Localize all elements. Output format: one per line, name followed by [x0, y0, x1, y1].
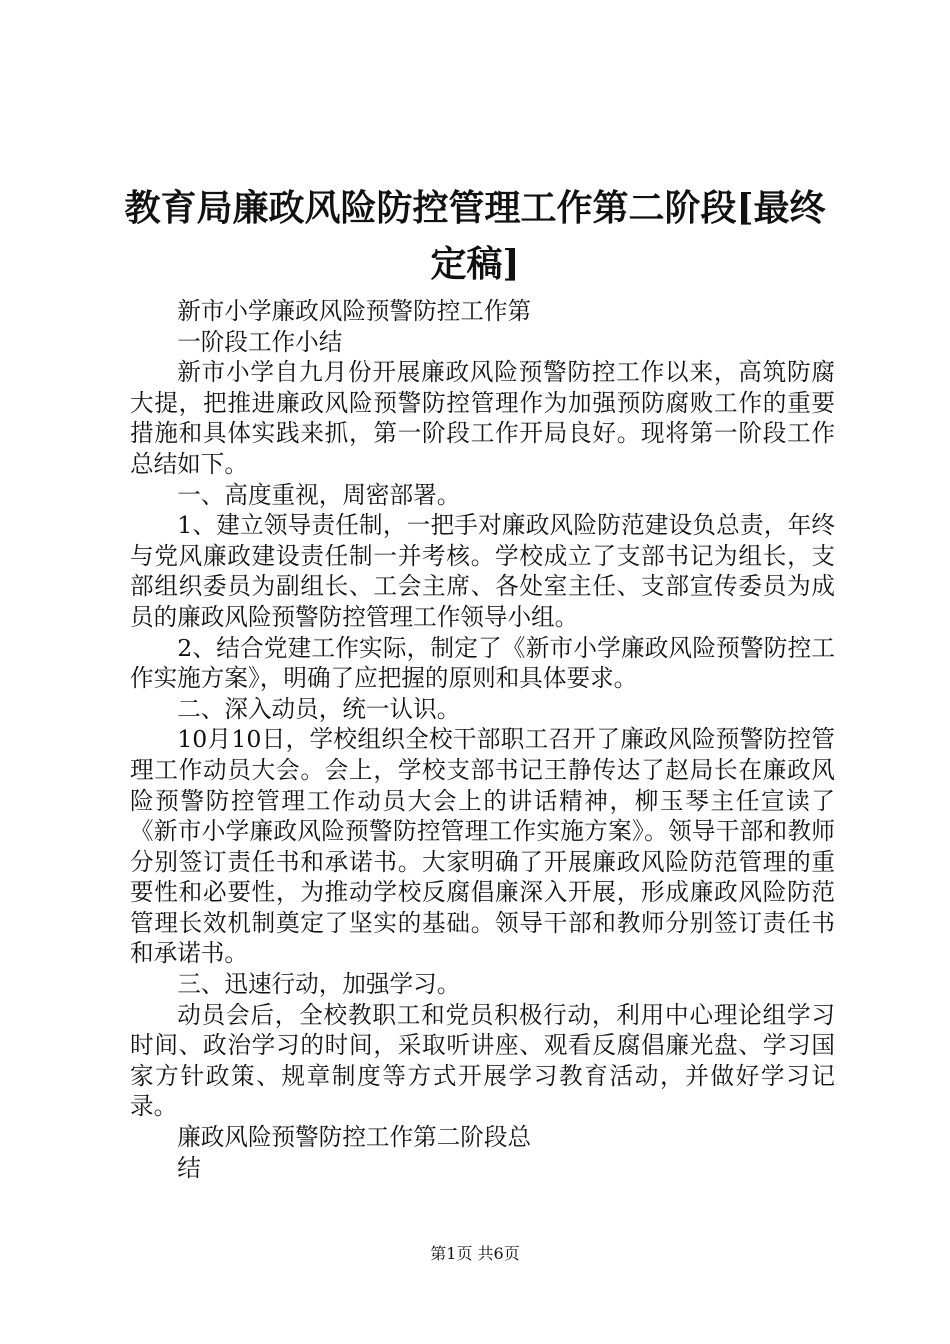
paragraph: 2、结合党建工作实际，制定了《新市小学廉政风险预警防控工作实施方案》，明确了应把握的原则和具体要求。 — [130, 633, 835, 693]
paragraph: 一、高度重视，周密部署。 — [177, 480, 461, 509]
page-number-footer: 第1页 共6页 — [430, 1244, 520, 1263]
paragraph: 1、建立领导责任制，一把手对廉政风险防范建设负总责，年终与党风廉政建设责任制一并考核。学校成立了支部书记为组长，支部组织委员为副组长、工会主席、各处室主任、支部宣传委员为成员的廉政风险预警防控管理工作领导小组。 — [130, 511, 835, 631]
paragraph: 新市小学自九月份开展廉政风险预警防控工作以来，高筑防腐大提，把推进廉政风险预警防控管理作为加强预防腐败工作的重要措施和具体实践来抓，第一阶段工作开局良好。现将第一阶段工作总结如下。 — [130, 358, 835, 478]
paragraph: 动员会后，全校教职工和党员积极行动，利用中心理论组学习时间、政治学习的时间，采取听讲座、观看反腐倡廉光盘、学习国家方针政策、规章制度等方式开展学习教育活动，并做好学习记录。 — [130, 1000, 835, 1121]
paragraph: 10月10日，学校组织全校干部职工召开了廉政风险预警防控管理工作动员大会。会上，学校支部书记王静传达了赵局长在廉政风险预警防控管理工作动员大会上的讲话精神，柳玉琴主任宣读了《新市小学廉政风险预警防控管理工作实施方案》。领导干部和教师分别签订责任书和承诺书。大家明确了开展廉政风险防范管理的重要性和必要性，为推动学校反腐倡廉深入开展，形成廉政风险防范管理长效机制奠定了坚实的基础。领导干部和教师分别签订责任书和承诺书。 — [130, 725, 835, 968]
document-title — [120, 180, 830, 292]
title-line-1: 教育局廉政风险防控管理工作第二阶段[最终 — [124, 187, 826, 229]
paragraph: 三、迅速行动，加强学习。 — [177, 970, 461, 999]
title-line-2: 定稿] — [430, 243, 520, 285]
paragraph: 结 — [177, 1153, 201, 1182]
paragraph: 一阶段工作小结 — [177, 327, 343, 356]
document-body — [130, 296, 835, 1183]
paragraph: 廉政风险预警防控工作第二阶段总 — [177, 1123, 532, 1152]
paragraph: 二、深入动员，统一认识。 — [177, 694, 461, 723]
paragraph: 新市小学廉政风险预警防控工作第 — [177, 297, 532, 325]
